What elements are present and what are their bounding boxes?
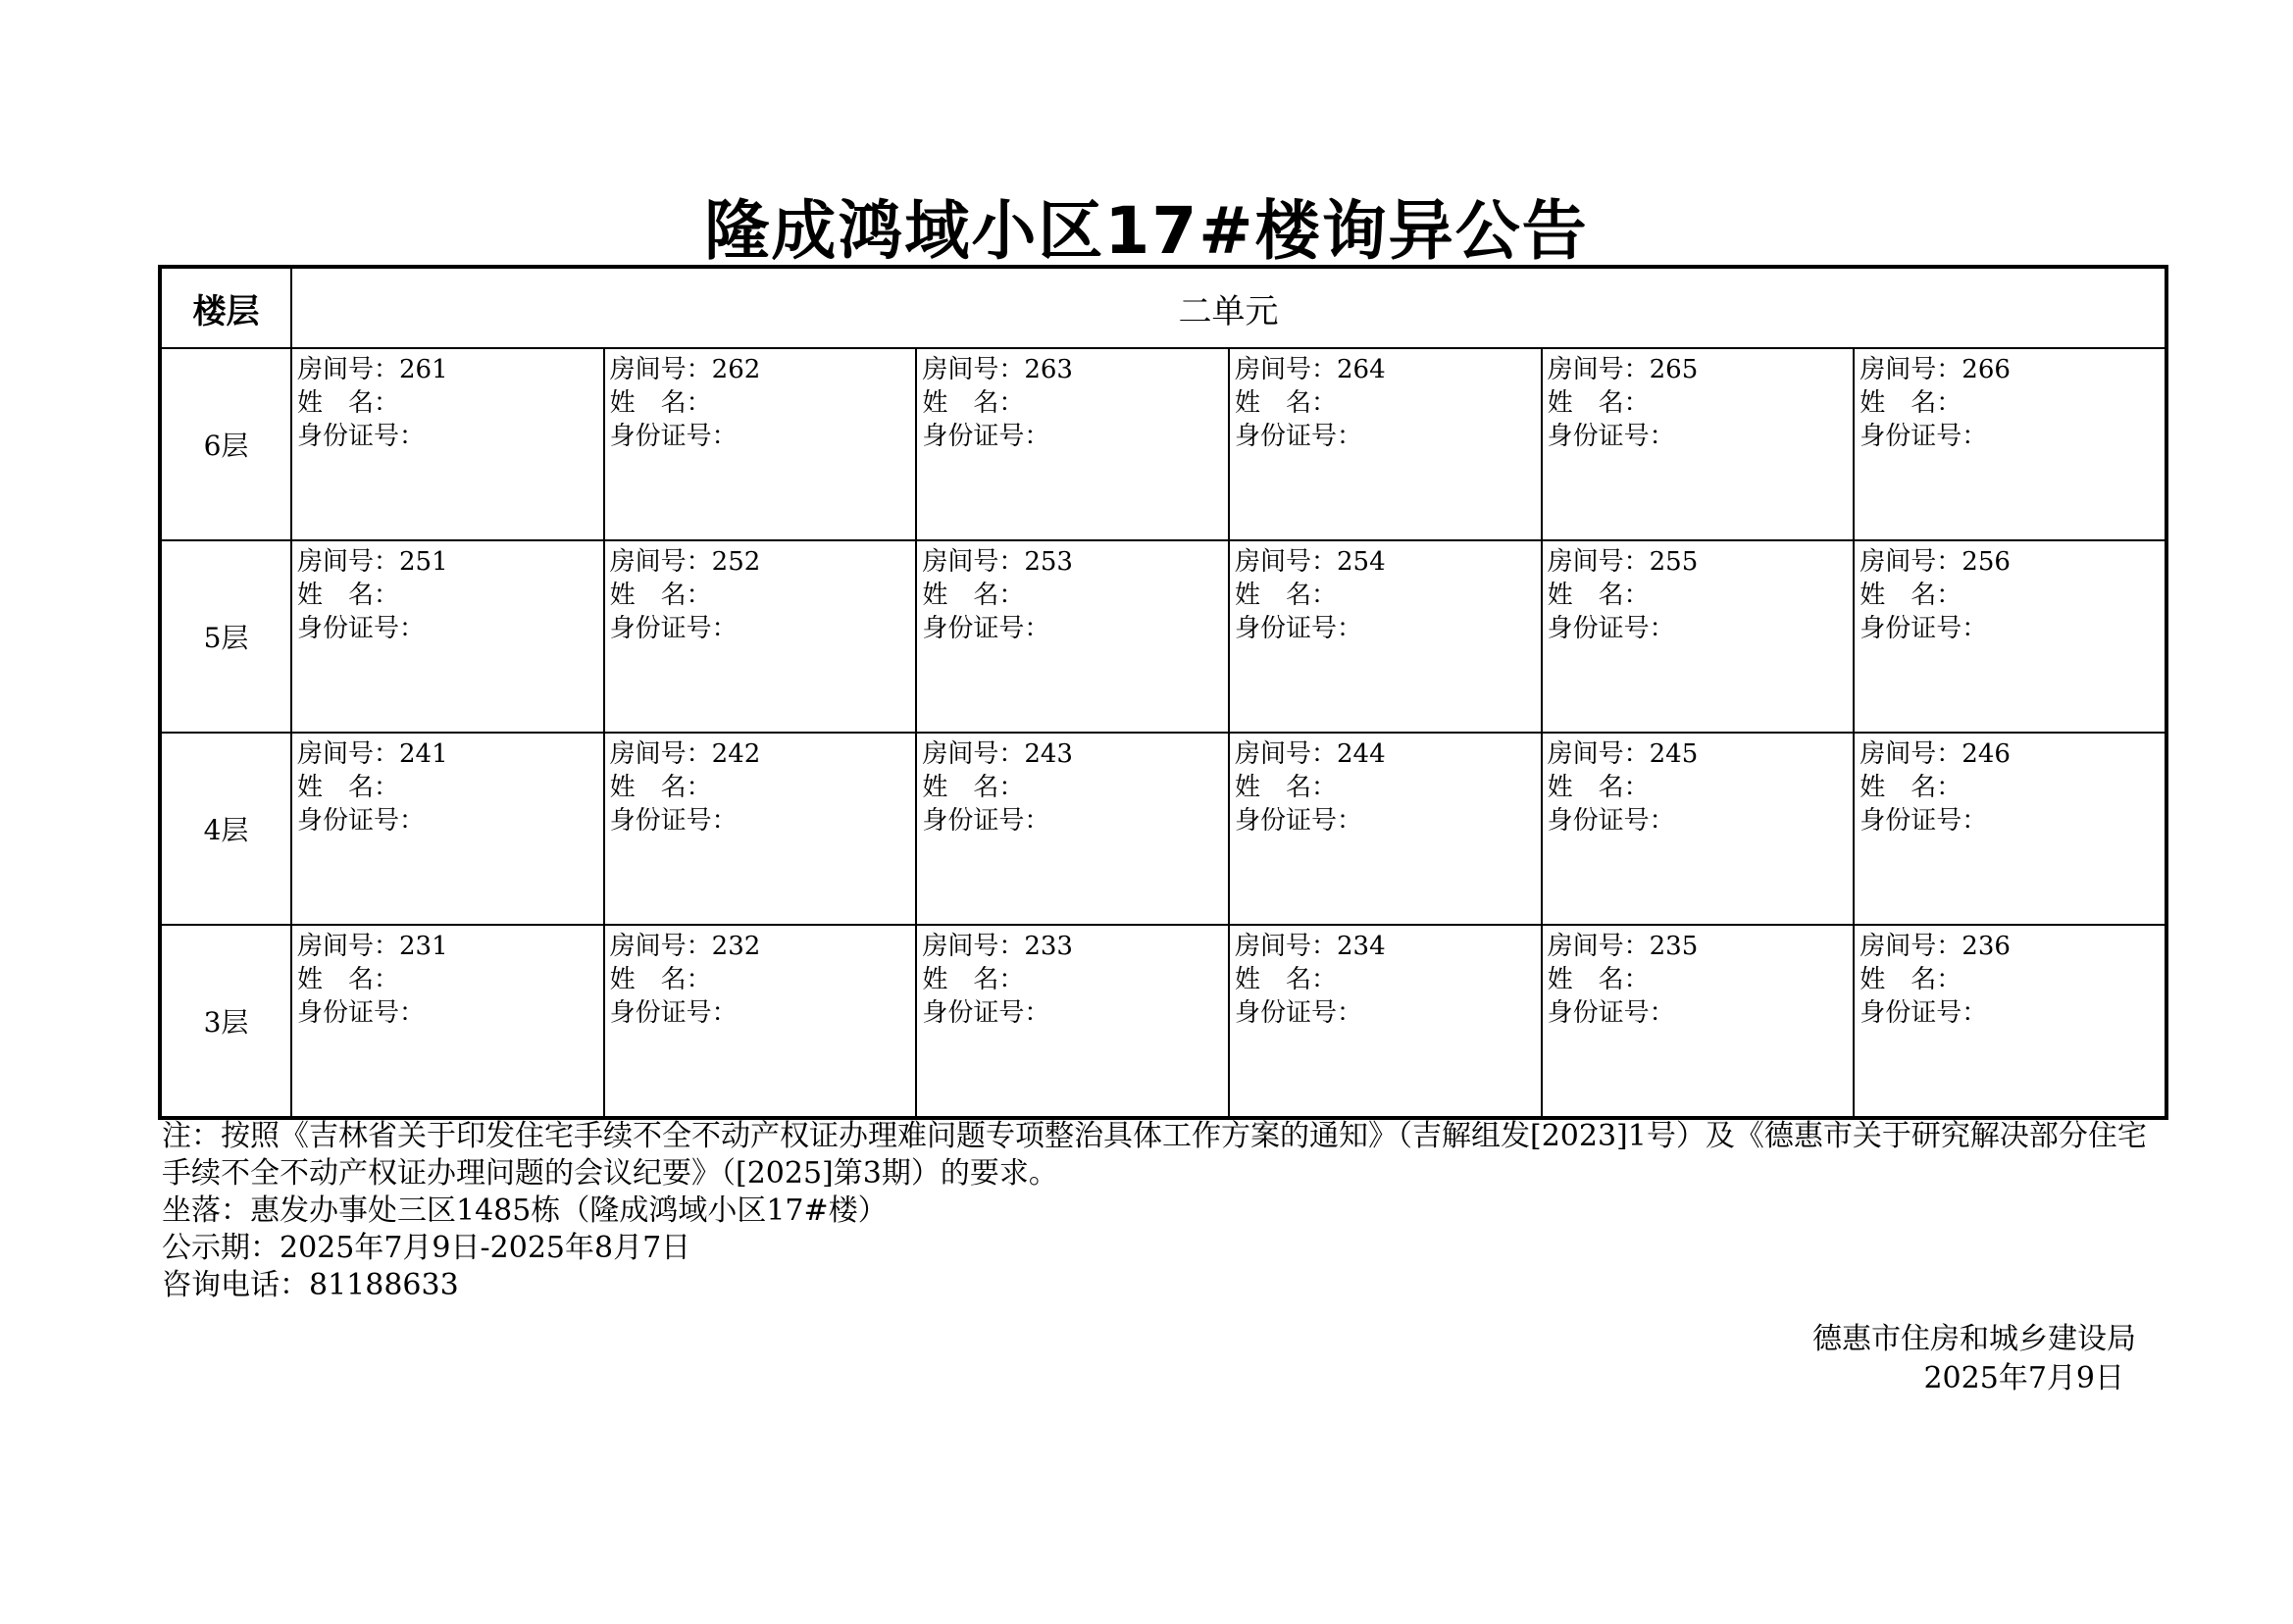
name-label: 姓 名： (297, 773, 400, 802)
room-number: 232 (711, 932, 761, 961)
room-cell (916, 733, 1229, 925)
room-number-line (922, 930, 1228, 963)
id-number-label: 身份证号： (1234, 614, 1362, 643)
room-number: 251 (399, 547, 448, 577)
name-label: 姓 名： (922, 388, 1025, 418)
room-cell (1854, 540, 2166, 733)
name-label: 姓 名： (1234, 581, 1337, 610)
floor-label: 4层 (160, 733, 291, 925)
name-label: 姓 名： (297, 965, 400, 994)
room-number: 263 (1024, 355, 1073, 384)
room-number: 255 (1649, 547, 1699, 577)
room-number: 261 (399, 355, 448, 384)
room-number: 241 (399, 739, 448, 769)
floor-row (160, 733, 2166, 925)
room-cell (1854, 348, 2166, 540)
room-number-label: 房间号： (1234, 932, 1337, 961)
room-number-label: 房间号： (297, 355, 400, 384)
id-number-label: 身份证号： (1547, 614, 1675, 643)
room-number: 242 (711, 739, 761, 769)
issuer-name: 德惠市住房和城乡建设局 (1812, 1322, 2136, 1356)
location-text: 坐落：惠发办事处三区1485栋（隆成鸿域小区17#楼） (162, 1193, 888, 1228)
room-number: 254 (1336, 547, 1386, 577)
notes-section (162, 1118, 2153, 1304)
room-number: 245 (1649, 739, 1699, 769)
name-label: 姓 名： (609, 773, 712, 802)
room-number-label: 房间号： (1547, 739, 1650, 769)
room-cell (291, 925, 604, 1118)
room-number-label: 房间号： (922, 739, 1025, 769)
name-label: 姓 名： (1547, 388, 1650, 418)
room-number: 256 (1962, 547, 2011, 577)
room-number-line (610, 353, 916, 386)
room-cell (1542, 925, 1855, 1118)
notice-table (158, 265, 2168, 1120)
room-number-label: 房间号： (1860, 355, 1962, 384)
id-number-label: 身份证号： (1234, 422, 1362, 451)
room-number-label: 房间号： (1547, 932, 1650, 961)
id-number-label: 身份证号： (609, 998, 738, 1028)
id-number-label: 身份证号： (1547, 806, 1675, 836)
name-label: 姓 名： (609, 388, 712, 418)
room-number-label: 房间号： (609, 739, 712, 769)
room-number-label: 房间号： (1860, 932, 1962, 961)
room-number-label: 房间号： (609, 355, 712, 384)
room-number: 244 (1336, 739, 1386, 769)
room-number-line (1235, 737, 1541, 771)
room-cell (1854, 733, 2166, 925)
name-label: 姓 名： (609, 581, 712, 610)
room-number-line (922, 737, 1228, 771)
floor-label: 6层 (160, 348, 291, 540)
room-cell (916, 925, 1229, 1118)
room-number: 231 (399, 932, 448, 961)
room-cell (291, 540, 604, 733)
name-label: 姓 名： (922, 965, 1025, 994)
room-number-label: 房间号： (609, 547, 712, 577)
room-cell (1229, 925, 1542, 1118)
name-label: 姓 名： (609, 965, 712, 994)
room-number-line (1548, 353, 1854, 386)
room-number: 265 (1649, 355, 1699, 384)
room-number: 233 (1024, 932, 1073, 961)
id-number-label: 身份证号： (297, 806, 426, 836)
id-number-label: 身份证号： (1860, 614, 1988, 643)
name-label: 姓 名： (1860, 773, 1962, 802)
room-number-label: 房间号： (1234, 355, 1337, 384)
room-number-line (610, 737, 916, 771)
room-number-label: 房间号： (297, 739, 400, 769)
room-number: 234 (1336, 932, 1386, 961)
room-number-line (1548, 930, 1854, 963)
room-number-line (1860, 545, 2165, 579)
room-number-line (1235, 353, 1541, 386)
signoff (1812, 1320, 2136, 1398)
room-cell (1542, 733, 1855, 925)
room-cell (1229, 348, 1542, 540)
id-number-label: 身份证号： (922, 614, 1050, 643)
room-number-line (297, 545, 603, 579)
period-text: 公示期：2025年7月9日-2025年8月7日 (162, 1231, 691, 1265)
room-number: 243 (1024, 739, 1073, 769)
name-label: 姓 名： (1860, 388, 1962, 418)
room-number-line (297, 737, 603, 771)
name-label: 姓 名： (1234, 388, 1337, 418)
table-header-row (160, 267, 2166, 348)
room-cell (1542, 540, 1855, 733)
room-number-line (610, 930, 916, 963)
room-cell (1229, 540, 1542, 733)
id-number-label: 身份证号： (1234, 998, 1362, 1028)
room-number-label: 房间号： (922, 932, 1025, 961)
name-label: 姓 名： (922, 581, 1025, 610)
room-number-line (922, 545, 1228, 579)
id-number-label: 身份证号： (1860, 422, 1988, 451)
room-number: 246 (1962, 739, 2011, 769)
room-cell (291, 348, 604, 540)
name-label: 姓 名： (1234, 965, 1337, 994)
room-cell (604, 925, 917, 1118)
room-number-label: 房间号： (922, 547, 1025, 577)
room-number-label: 房间号： (1234, 547, 1337, 577)
name-label: 姓 名： (1234, 773, 1337, 802)
room-number-line (1235, 545, 1541, 579)
floor-row (160, 348, 2166, 540)
room-number-line (1235, 930, 1541, 963)
room-number-label: 房间号： (609, 932, 712, 961)
room-cell (916, 540, 1229, 733)
floor-label: 3层 (160, 925, 291, 1118)
room-number: 236 (1962, 932, 2011, 961)
room-number: 266 (1962, 355, 2011, 384)
room-number-line (1860, 737, 2165, 771)
page-title: 隆成鸿域小区17#楼询异公告 (704, 193, 1589, 269)
room-cell (916, 348, 1229, 540)
name-label: 姓 名： (297, 581, 400, 610)
id-number-label: 身份证号： (922, 422, 1050, 451)
room-cell (604, 348, 917, 540)
room-number-label: 房间号： (1234, 739, 1337, 769)
room-number-line (1860, 353, 2165, 386)
room-number-label: 房间号： (922, 355, 1025, 384)
name-label: 姓 名： (1547, 965, 1650, 994)
id-number-label: 身份证号： (1234, 806, 1362, 836)
room-number-label: 房间号： (1860, 739, 1962, 769)
room-number-line (297, 353, 603, 386)
room-number-label: 房间号： (1547, 547, 1650, 577)
floor-column-header: 楼层 (160, 267, 291, 348)
unit-header: 二单元 (291, 267, 2166, 348)
name-label: 姓 名： (922, 773, 1025, 802)
room-cell (604, 540, 917, 733)
id-number-label: 身份证号： (609, 614, 738, 643)
id-number-label: 身份证号： (1860, 998, 1988, 1028)
room-cell (291, 733, 604, 925)
name-label: 姓 名： (1860, 581, 1962, 610)
room-cell (1542, 348, 1855, 540)
name-label: 姓 名： (1547, 581, 1650, 610)
issue-date: 2025年7月9日 (1923, 1361, 2124, 1396)
id-number-label: 身份证号： (1547, 422, 1675, 451)
name-label: 姓 名： (1860, 965, 1962, 994)
room-number: 262 (711, 355, 761, 384)
id-number-label: 身份证号： (1860, 806, 1988, 836)
floor-row (160, 540, 2166, 733)
room-number-label: 房间号： (297, 547, 400, 577)
name-label: 姓 名： (1547, 773, 1650, 802)
room-number: 252 (711, 547, 761, 577)
room-cell (604, 733, 917, 925)
room-number-label: 房间号： (1860, 547, 1962, 577)
room-cell (1854, 925, 2166, 1118)
floor-label: 5层 (160, 540, 291, 733)
room-number: 264 (1336, 355, 1386, 384)
room-cell (1229, 733, 1542, 925)
room-number-line (1548, 737, 1854, 771)
room-number-line (1860, 930, 2165, 963)
id-number-label: 身份证号： (609, 422, 738, 451)
id-number-label: 身份证号： (1547, 998, 1675, 1028)
room-number-label: 房间号： (1547, 355, 1650, 384)
phone-text: 咨询电话：81188633 (162, 1268, 459, 1302)
note-text: 注：按照《吉林省关于印发住宅手续不全不动产权证办理难问题专项整治具体工作方案的通知》（吉解组发[2023]1号）及《德惠市关于研究解决部分住宅手续不全不动产权证办理问题的会议纪要》（[2025]第3期）的要求。 (162, 1119, 2147, 1191)
id-number-label: 身份证号： (297, 422, 426, 451)
id-number-label: 身份证号： (922, 998, 1050, 1028)
id-number-label: 身份证号： (609, 806, 738, 836)
room-number-line (610, 545, 916, 579)
name-label: 姓 名： (297, 388, 400, 418)
id-number-label: 身份证号： (922, 806, 1050, 836)
room-number: 253 (1024, 547, 1073, 577)
room-number-line (297, 930, 603, 963)
floor-row (160, 925, 2166, 1118)
room-number-line (922, 353, 1228, 386)
id-number-label: 身份证号： (297, 614, 426, 643)
id-number-label: 身份证号： (297, 998, 426, 1028)
room-number-label: 房间号： (297, 932, 400, 961)
room-number-line (1548, 545, 1854, 579)
room-number: 235 (1649, 932, 1699, 961)
